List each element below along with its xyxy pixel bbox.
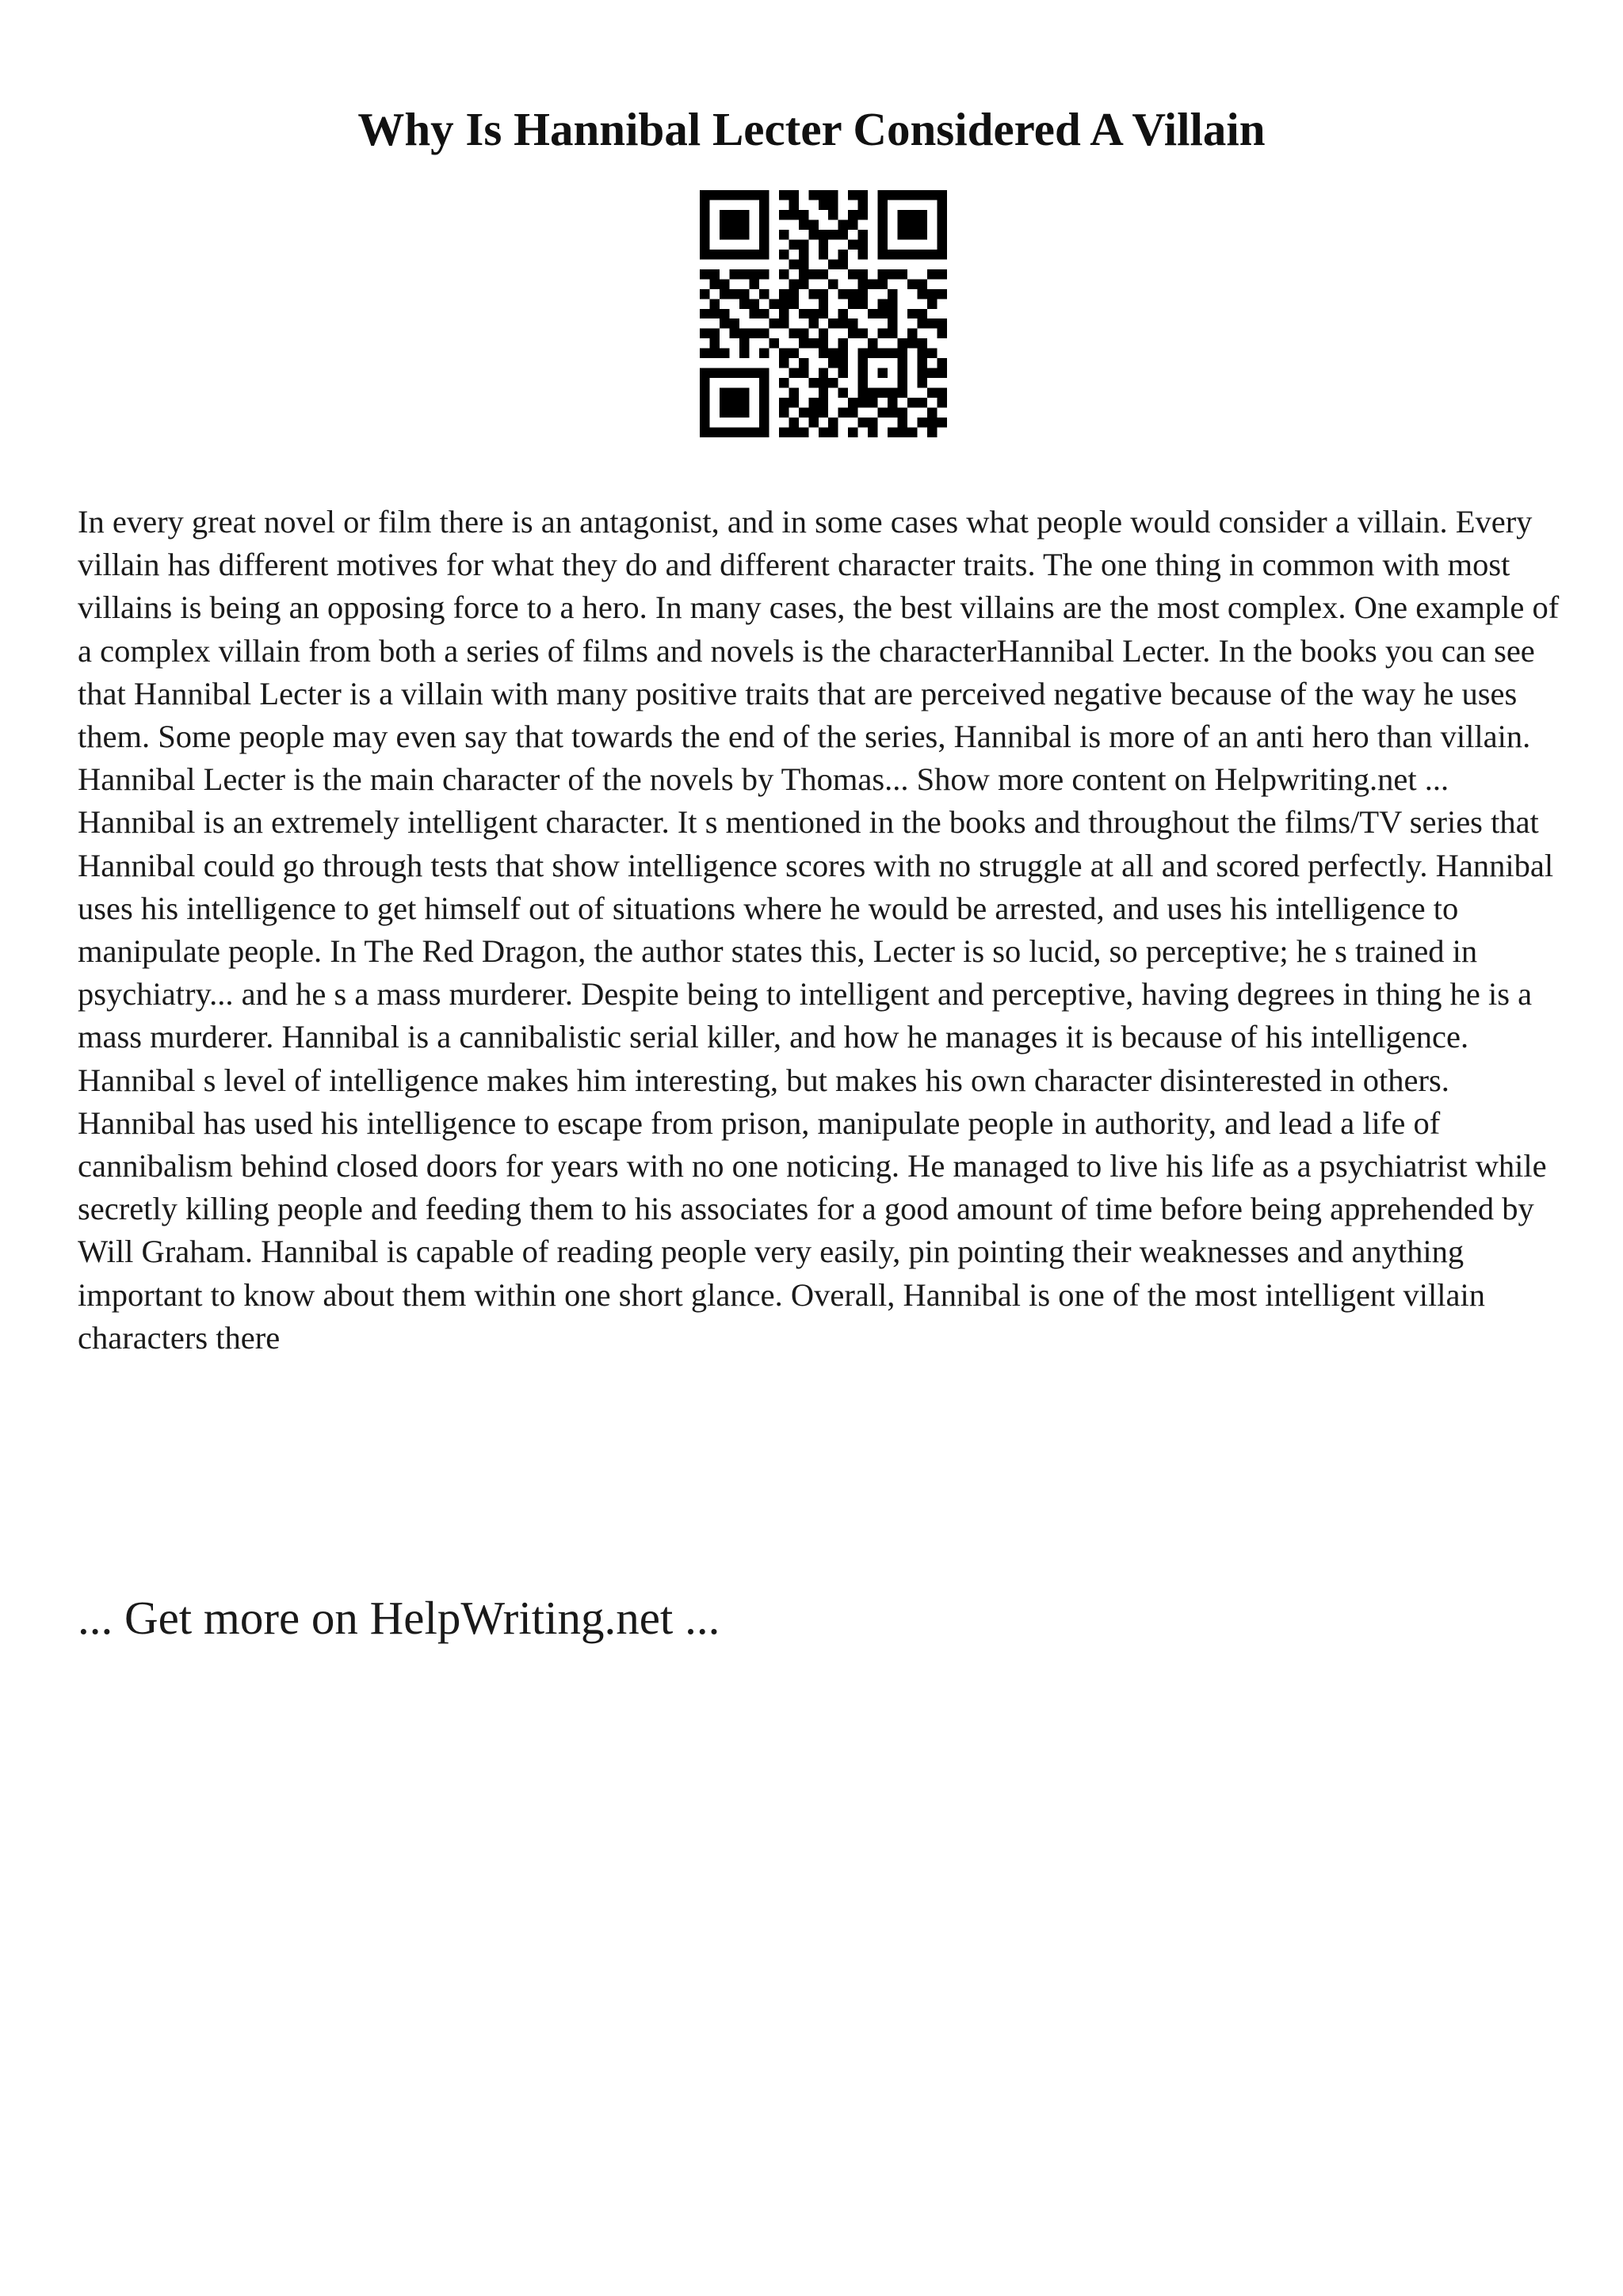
paragraph-intro: In every great novel or film there is an antagonist, and in some cases what people would consider a villain. Every villain has different motives for what they do and different character traits. The one thing in common with most villains is being an opposing force to a hero. In many cases, the best villains are the most complex. One example of a complex villain from both a series of films and novels is the characterHannibal Lecter. In the books you can see that Hannibal Lecter is a villain with many positive traits that are perceived negative because of the way he uses them. Some people may even say that towards the end of the series, Hannibal is more of an anti hero than villain. Hannibal Lecter is the main character of the novels by Thomas... Show more content on Helpwriting.net ...	[78, 504, 1560, 798]
article-body	[78, 501, 1568, 1360]
paragraph-intelligence: Hannibal is an extremely intelligent character. It s mentioned in the books and throughout the films/TV series that Hannibal could go through tests that show intelligence scores with no struggle at all and scored perfectly. Hannibal uses his intelligence to get himself out of situations where he would be arrested, and uses his intelligence to manipulate people. In The Red Dragon, the author states this, Lecter is so lucid, so perceptive; he s trained in psychiatry... and he s a mass murderer. Despite being to intelligent and perceptive, having degrees in thing he is a mass murderer. Hannibal is a cannibalistic serial killer, and how he manages it is because of his intelligence. Hannibal s level of intelligence makes him interesting, but makes his own character disinterested in others. Hannibal has used his intelligence to escape from prison, manipulate people in authority, and lead a life of cannibalism behind closed doors for years with no one noticing. He managed to live his life as a psychiatrist while secretly killing people and feeding them to his associates for a good amount of time before being apprehended by Will Graham. Hannibal is capable of reading people very easily, pin pointing their weaknesses and anything important to know about them within one short glance. Overall, Hannibal is one of the most intelligent villain characters there	[78, 804, 1554, 1356]
page-title: Why Is Hannibal Lecter Considered A Villain	[357, 103, 1266, 155]
get-more-link[interactable]: ... Get more on HelpWriting.net ...	[78, 1592, 720, 1644]
qr-code-icon	[700, 190, 947, 437]
